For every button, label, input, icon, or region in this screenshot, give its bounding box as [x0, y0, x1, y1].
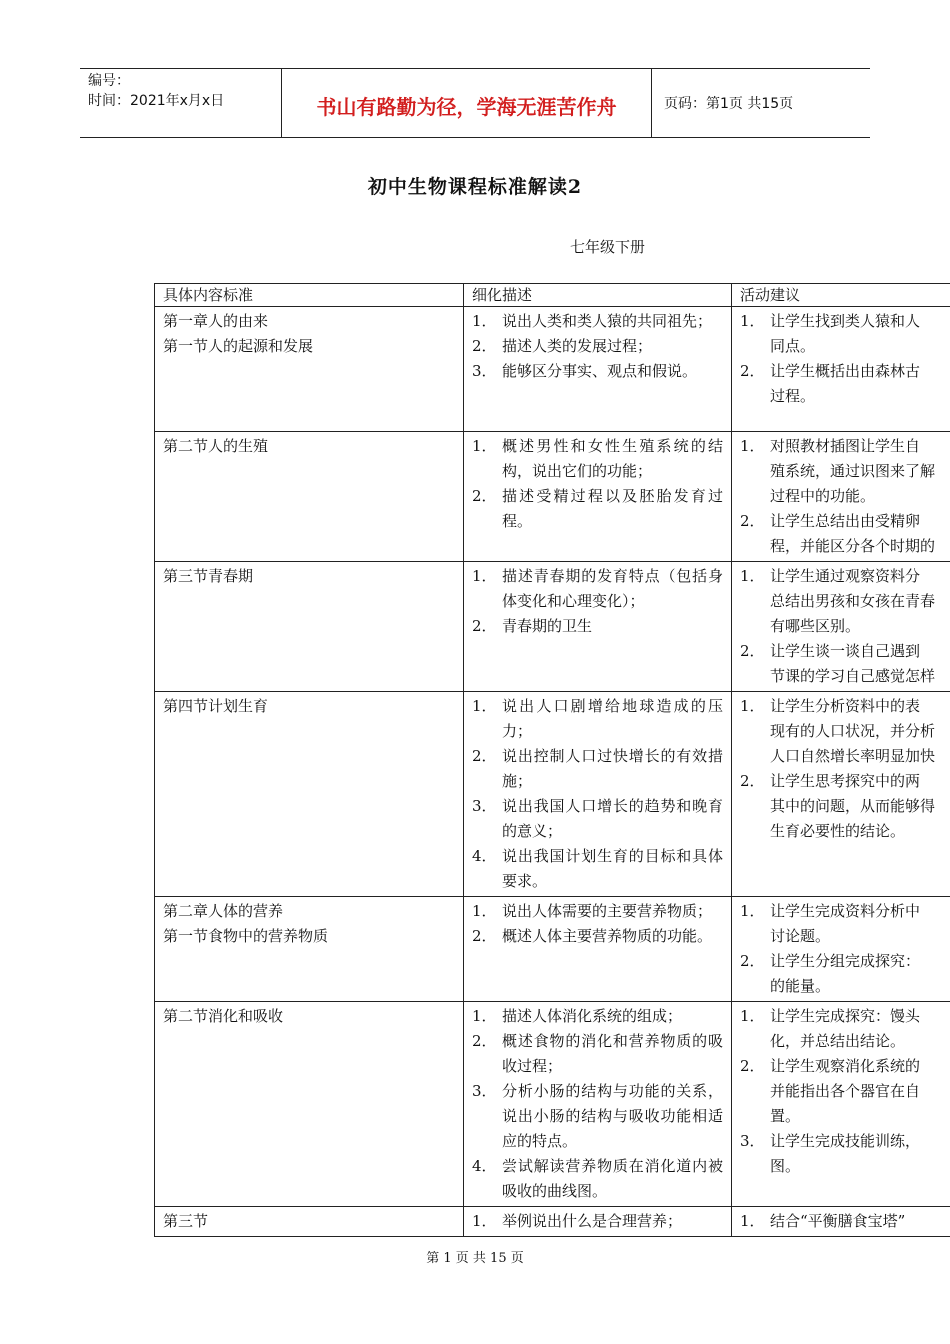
detail-item: [472, 844, 723, 894]
table-row: [155, 432, 950, 562]
item-text: 讨论题。: [770, 927, 831, 945]
item-number: 1．: [740, 1212, 765, 1230]
activity-cell: [732, 692, 950, 897]
activity-item: [740, 589, 950, 614]
activity-item: [740, 664, 950, 689]
item-number: 1．: [740, 312, 765, 330]
activity-item: [740, 1154, 950, 1179]
item-text: 过程中的功能。: [770, 487, 876, 505]
header-time-label: 时间：2021年x月x日: [88, 93, 225, 109]
item-number: 1．: [740, 1007, 765, 1025]
detail-item: [472, 1029, 723, 1079]
item-number: 2．: [472, 747, 497, 765]
item-number: 2．: [472, 927, 497, 945]
item-text: 让学生分析资料中的表: [770, 697, 921, 715]
item-text: 说出人口剧增给地球造成的压力；: [502, 697, 723, 740]
item-text: 说出人类和类人猿的共同祖先；: [502, 312, 713, 330]
activity-cell: [732, 897, 950, 1002]
item-number: 2．: [740, 512, 765, 530]
activity-item: [740, 744, 950, 769]
column-header-content: 具体内容标准: [155, 284, 464, 307]
curriculum-table: [154, 283, 950, 1237]
detail-item: [472, 794, 723, 844]
activity-item: [740, 1209, 950, 1234]
activity-item: [740, 769, 950, 794]
activity-cell: [732, 1207, 950, 1237]
item-text: 图。: [770, 1157, 801, 1175]
header-page-label: 页码：第1页 共15页: [664, 96, 794, 112]
content-cell: [155, 432, 464, 562]
item-text: 让学生思考探究中的两: [770, 772, 921, 790]
detail-item: [472, 924, 723, 949]
table-header-row: [155, 284, 950, 307]
detail-cell: [464, 562, 732, 692]
item-text: 描述青春期的发育特点（包括身体变化和心理变化）；: [502, 567, 723, 610]
item-number: 2．: [740, 1057, 765, 1075]
page-header: [80, 68, 870, 138]
activity-item: [740, 434, 950, 459]
activity-item: [740, 309, 950, 334]
item-number: 3．: [472, 1082, 497, 1100]
detail-cell: [464, 1207, 732, 1237]
item-text: 概述男性和女性生殖系统的结构，说出它们的功能；: [502, 437, 723, 480]
activity-item: [740, 639, 950, 664]
item-text: 说出我国人口增长的趋势和晚育的意义；: [502, 797, 723, 840]
activity-item: [740, 564, 950, 589]
item-number: 1．: [472, 567, 497, 585]
item-text: 让学生谈一谈自己遇到: [770, 642, 921, 660]
column-header-activity: 活动建议: [732, 284, 950, 307]
item-text: 描述受精过程以及胚胎发育过程。: [502, 487, 723, 530]
item-number: 3．: [472, 797, 497, 815]
detail-item: [472, 614, 723, 639]
detail-item: [472, 899, 723, 924]
activity-item: [740, 1079, 950, 1104]
item-text: 让学生完成探究：馒头: [770, 1007, 921, 1025]
item-text: 让学生总结出由受精卵: [770, 512, 921, 530]
activity-item: [740, 614, 950, 639]
item-number: 4．: [472, 847, 497, 865]
item-number: 2．: [472, 1032, 497, 1050]
item-text: 说出我国计划生育的目标和具体要求。: [502, 847, 723, 890]
item-text: 概述食物的消化和营养物质的吸收过程；: [502, 1032, 723, 1075]
activity-item: [740, 1029, 950, 1054]
item-text: 说出人体需要的主要营养物质；: [502, 902, 713, 920]
item-text: 的能量。: [770, 977, 831, 995]
item-text: 让学生通过观察资料分: [770, 567, 921, 585]
item-text: 过程。: [770, 387, 816, 405]
item-number: 2．: [740, 952, 765, 970]
item-number: 1．: [472, 437, 497, 455]
activity-item: [740, 459, 950, 484]
activity-item: [740, 794, 950, 819]
activity-item: [740, 1004, 950, 1029]
detail-item: [472, 1079, 723, 1154]
content-cell: [155, 562, 464, 692]
content-cell: [155, 1207, 464, 1237]
column-header-detail: 细化描述: [464, 284, 732, 307]
content-line: 第二节人的生殖: [163, 437, 269, 455]
content-cell: [155, 897, 464, 1002]
header-number-label: 编号：: [88, 73, 130, 89]
item-number: 2．: [472, 487, 497, 505]
activity-cell: [732, 1002, 950, 1207]
item-number: 2．: [740, 772, 765, 790]
activity-item: [740, 719, 950, 744]
item-text: 结合“平衡膳食宝塔”: [770, 1212, 906, 1230]
detail-item: [472, 1154, 723, 1204]
detail-item: [472, 1004, 723, 1029]
content-line: 第一节人的起源和发展: [163, 337, 314, 355]
item-text: 总结出男孩和女孩在青春: [770, 592, 936, 610]
item-number: 1．: [472, 1007, 497, 1025]
activity-item: [740, 694, 950, 719]
activity-item: [740, 359, 950, 384]
activity-item: [740, 819, 950, 844]
item-text: 人口自然增长率明显加快: [770, 747, 936, 765]
item-text: 概述人体主要营养物质的功能。: [502, 927, 713, 945]
detail-item: [472, 744, 723, 794]
table-row: [155, 1207, 950, 1237]
content-line: 第一节食物中的营养物质: [163, 927, 329, 945]
detail-item: [472, 694, 723, 744]
item-number: 1．: [740, 697, 765, 715]
content-cell: [155, 307, 464, 432]
content-line: 第一章人的由来: [163, 312, 269, 330]
detail-item: [472, 309, 723, 334]
table-row: [155, 897, 950, 1002]
page-footer: 第 1 页 共 15 页: [426, 1251, 524, 1266]
item-number: 1．: [740, 437, 765, 455]
detail-item: [472, 334, 723, 359]
item-text: 青春期的卫生: [502, 617, 593, 635]
item-number: 1．: [472, 697, 497, 715]
item-number: 1．: [472, 312, 497, 330]
activity-cell: [732, 432, 950, 562]
item-text: 让学生观察消化系统的: [770, 1057, 921, 1075]
activity-item: [740, 924, 950, 949]
item-text: 节课的学习自己感觉怎样: [770, 667, 936, 685]
detail-cell: [464, 692, 732, 897]
activity-cell: [732, 562, 950, 692]
item-text: 让学生分组完成探究：: [770, 952, 921, 970]
item-text: 能够区分事实、观点和假说。: [502, 362, 698, 380]
document-title: 初中生物课程标准解读2: [367, 176, 583, 198]
content-line: 第二章人体的营养: [163, 902, 284, 920]
header-info: [80, 69, 281, 137]
item-text: 程，并能区分各个时期的: [770, 537, 936, 555]
item-number: 2．: [472, 337, 497, 355]
item-number: 1．: [472, 902, 497, 920]
item-number: 1．: [740, 567, 765, 585]
detail-item: [472, 1209, 723, 1234]
detail-item: [472, 564, 723, 614]
item-text: 置。: [770, 1107, 801, 1125]
activity-item: [740, 974, 950, 999]
header-motto: 书山有路勤为径，学海无涯苦作舟: [281, 69, 652, 137]
detail-cell: [464, 897, 732, 1002]
item-text: 说出控制人口过快增长的有效措施；: [502, 747, 723, 790]
detail-item: [472, 434, 723, 484]
item-text: 并能指出各个器官在自: [770, 1082, 921, 1100]
item-text: 殖系统，通过识图来了解: [770, 462, 936, 480]
table-row: [155, 1002, 950, 1207]
detail-cell: [464, 1002, 732, 1207]
item-number: 2．: [740, 362, 765, 380]
content-cell: [155, 1002, 464, 1207]
item-number: 3．: [472, 362, 497, 380]
content-line: 第四节计划生育: [163, 697, 269, 715]
item-number: 1．: [472, 1212, 497, 1230]
activity-item: [740, 1054, 950, 1079]
activity-item: [740, 1129, 950, 1154]
item-text: 让学生概括出由森林古: [770, 362, 921, 380]
item-text: 让学生完成技能训练，: [770, 1132, 921, 1150]
item-number: 2．: [740, 642, 765, 660]
activity-item: [740, 509, 950, 534]
content-line: 第三节青春期: [163, 567, 254, 585]
item-text: 描述人类的发展过程；: [502, 337, 653, 355]
activity-item: [740, 334, 950, 359]
activity-item: [740, 899, 950, 924]
table-row: [155, 307, 950, 432]
item-text: 让学生完成资料分析中: [770, 902, 921, 920]
document-subtitle: 七年级下册: [570, 238, 646, 256]
item-text: 分析小肠的结构与功能的关系，说出小肠的结构与吸收功能相适应的特点。: [502, 1082, 723, 1150]
activity-item: [740, 1104, 950, 1129]
item-text: 同点。: [770, 337, 816, 355]
content-line: 第二节消化和吸收: [163, 1007, 284, 1025]
item-text: 对照教材插图让学生自: [770, 437, 921, 455]
item-number: 3．: [740, 1132, 765, 1150]
item-text: 举例说出什么是合理营养；: [502, 1212, 683, 1230]
activity-item: [740, 534, 950, 559]
detail-cell: [464, 307, 732, 432]
item-text: 现有的人口状况，并分析: [770, 722, 936, 740]
activity-item: [740, 484, 950, 509]
table-row: [155, 692, 950, 897]
activity-item: [740, 949, 950, 974]
table-row: [155, 562, 950, 692]
activity-cell: [732, 307, 950, 432]
item-text: 其中的问题，从而能够得: [770, 797, 936, 815]
detail-cell: [464, 432, 732, 562]
item-number: 1．: [740, 902, 765, 920]
item-text: 描述人体消化系统的组成；: [502, 1007, 683, 1025]
item-text: 生育必要性的结论。: [770, 822, 906, 840]
content-cell: [155, 692, 464, 897]
item-number: 4．: [472, 1157, 497, 1175]
item-text: 化，并总结出结论。: [770, 1032, 906, 1050]
item-text: 尝试解读营养物质在消化道内被吸收的曲线图。: [502, 1157, 723, 1200]
item-number: 2．: [472, 617, 497, 635]
item-text: 让学生找到类人猿和人: [770, 312, 921, 330]
content-line: 第三节: [163, 1212, 209, 1230]
activity-item: [740, 384, 950, 409]
detail-item: [472, 359, 723, 384]
detail-item: [472, 484, 723, 534]
item-text: 有哪些区别。: [770, 617, 861, 635]
